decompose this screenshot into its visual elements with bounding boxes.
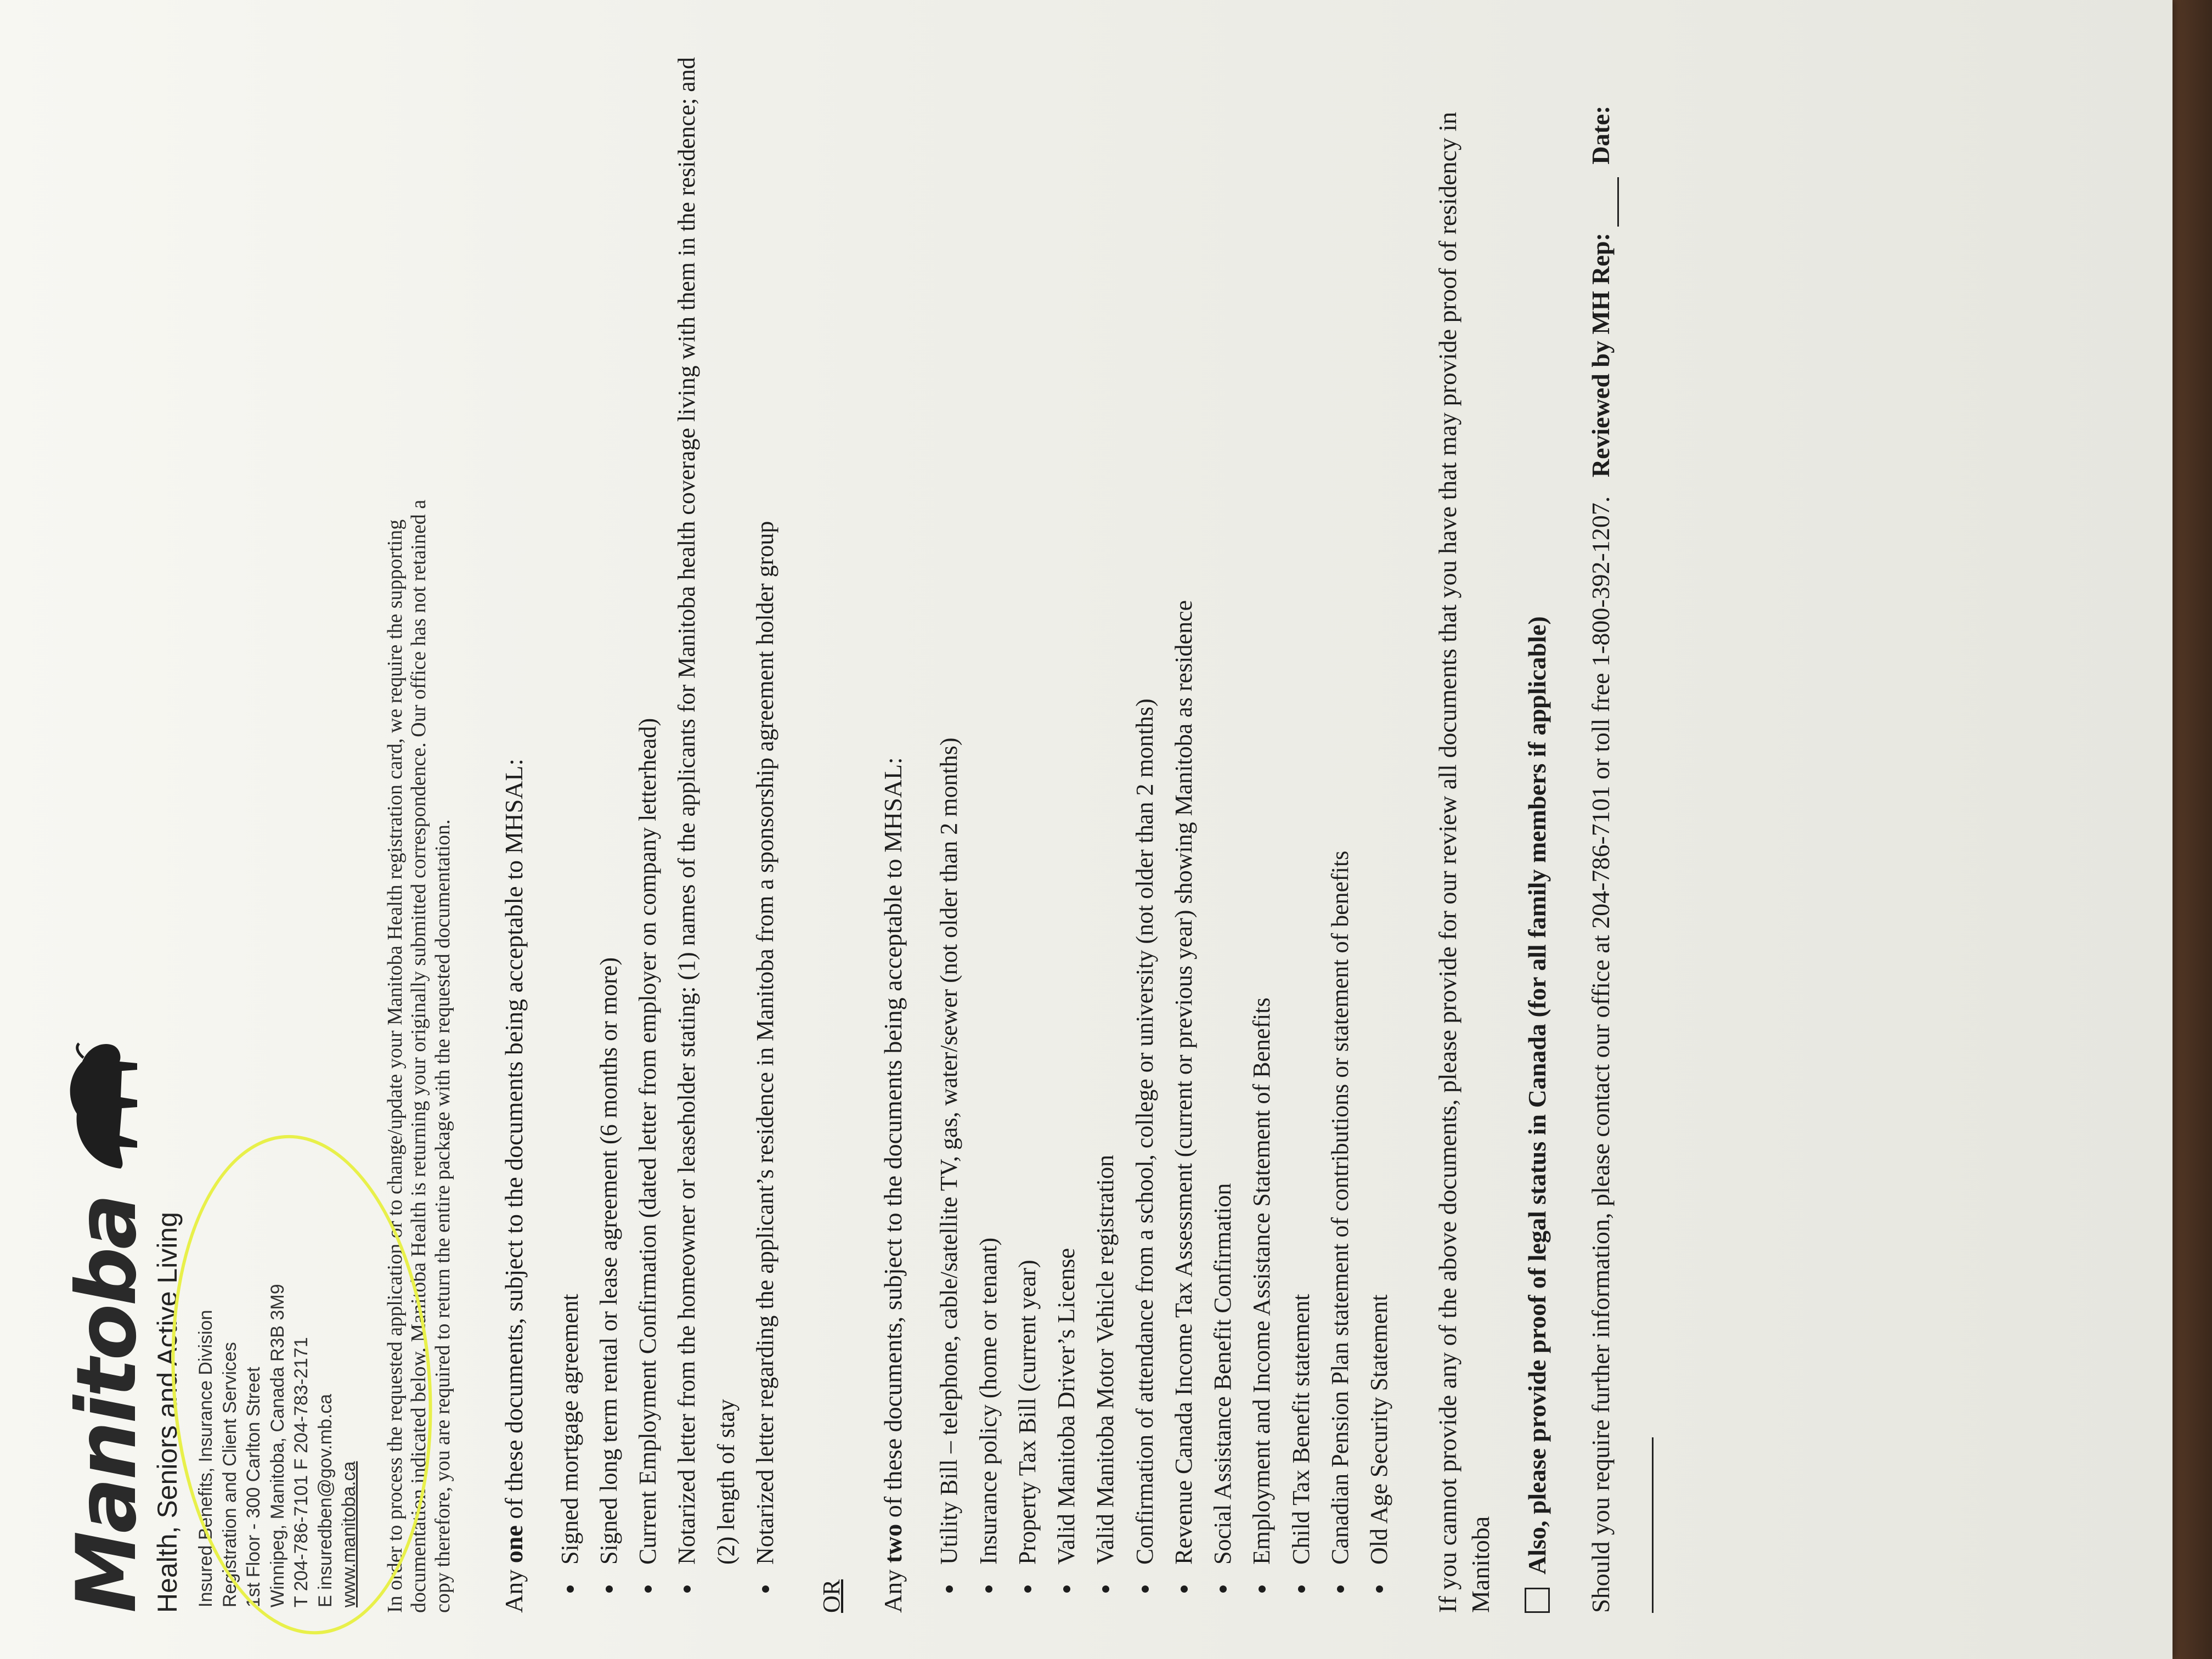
address-line: Registration and Client Services — [219, 1342, 240, 1607]
heading-text: Any — [499, 1563, 528, 1613]
bison-logo-icon — [55, 1037, 148, 1180]
manitoba-wordmark: Manitoba — [59, 1195, 155, 1613]
list-item: • Valid Manitoba Driver’s License — [1047, 44, 1086, 1575]
contact-text: Should you require further information, please contact our office at 204-786-7101 or toll free 1-800-392-1207. — [1587, 496, 1615, 1613]
date-label: Date: — [1587, 105, 1615, 165]
address-line: 1st Floor - 300 Carlton Street — [243, 1367, 264, 1607]
list-item: • Valid Manitoba Motor Vehicle registration — [1086, 44, 1125, 1575]
list-item: • Child Tax Benefit statement — [1282, 44, 1321, 1575]
list-item: • Old Age Security Statement — [1359, 44, 1398, 1575]
contact-paragraph — [1584, 44, 1654, 1613]
heading-text: of these documents, subject to the documents being acceptable to MHSAL: — [879, 757, 907, 1524]
list-item: • Employment and Income Assistance Statement of Benefits — [1242, 44, 1281, 1575]
section-one-list — [550, 44, 785, 1613]
list-item: • Signed long term rental or lease agreement (6 months or more) — [589, 44, 628, 1575]
list-item: • Notarized letter regarding the applicant’s residence in Manitoba from a sponsorship agreement holder group — [746, 44, 785, 1575]
department-name: Health, Seniors and Active Living — [152, 1212, 183, 1613]
heading-text: of these documents, subject to the documents being acceptable to MHSAL: — [499, 758, 528, 1526]
letterhead-logo — [55, 44, 155, 1613]
list-item: • Signed mortgage agreement — [550, 44, 589, 1575]
address-line: Winnipeg, Manitoba, Canada R3B 3M9 — [267, 1284, 288, 1607]
phone-fax-line: T 204-786-7101 F 204-783-2171 — [291, 1337, 312, 1607]
section-two-list — [929, 44, 1398, 1613]
email-line: E insuredben@gov.mb.ca — [314, 1393, 336, 1607]
list-item: • Canadian Pension Plan statement of contributions or statement of benefits — [1321, 44, 1359, 1575]
list-item: • Notarized letter from the homeowner or leaseholder stating: (1) names of the applicants for Manitoba health coverage living with them in the residence; and (2) length of stay — [667, 44, 746, 1575]
date-field[interactable] — [1619, 1437, 1654, 1613]
list-item: • Social Assistance Benefit Confirmation — [1203, 44, 1242, 1575]
or-divider: OR — [818, 1579, 845, 1613]
section-one-heading — [499, 44, 528, 1613]
list-item: • Current Employment Confirmation (dated letter from employer on company letterhead) — [628, 44, 667, 1575]
office-address-block — [194, 44, 362, 1613]
legal-status-checkbox[interactable] — [1525, 1588, 1550, 1613]
reviewed-by-label: Reviewed by MH Rep: — [1587, 233, 1615, 478]
fallback-note: If you cannot provide any of the above documents, please provide for our review all documents that you have that may provide proof of residency in Manitoba — [1434, 111, 1495, 1613]
address-line: Insured Benefits, Insurance Division — [195, 1310, 216, 1607]
list-item: • Insurance policy (home or tenant) — [969, 44, 1008, 1575]
list-item: • Utility Bill – telephone, cable/satellite TV, gas, water/sewer (not older than 2 months) — [929, 44, 968, 1575]
heading-emphasis: two — [879, 1523, 907, 1564]
legal-status-text: Also, please provide proof of legal status in Canada (for all family members if applicable) — [1523, 616, 1551, 1575]
heading-text: Any — [879, 1563, 907, 1613]
section-two-heading — [878, 44, 907, 1613]
website-link[interactable]: www.manitoba.ca — [338, 1461, 360, 1607]
reviewed-by-field[interactable] — [1584, 177, 1619, 227]
letter-page — [22, 0, 2151, 1646]
intro-paragraph: In order to process the requested application or to change/update your Manitoba Health registration card, we require the supporting documentation indicated below. Manitoba Health is returning your originally submitted correspondence. Our office has not retained a copy therefore, you are required to return the entire package with the requested documentation. — [383, 499, 454, 1613]
list-item: • Property Tax Bill (current year) — [1008, 44, 1047, 1575]
legal-status-row — [1522, 44, 1551, 1613]
list-item: • Confirmation of attendance from a school, college or university (not older than 2 months) — [1125, 44, 1164, 1575]
list-item: • Revenue Canada Income Tax Assessment (current or previous year) showing Manitoba as residence — [1164, 44, 1203, 1575]
heading-emphasis: one — [499, 1525, 528, 1564]
